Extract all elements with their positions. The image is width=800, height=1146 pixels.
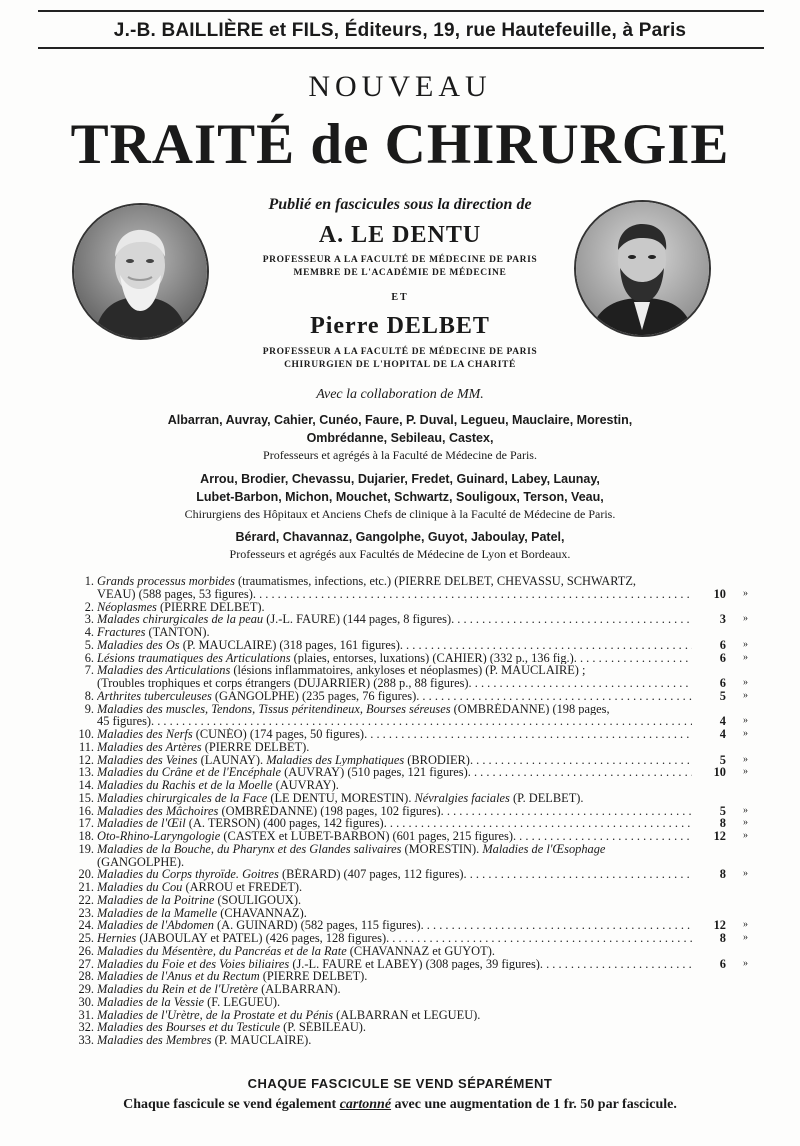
item-number: 26.: [78, 943, 94, 958]
item-text: [97, 1009, 748, 1022]
leader-dots: [469, 677, 692, 690]
item-text: [97, 626, 748, 639]
item-detail: 45 figures): [97, 715, 152, 728]
footer-price-note: [0, 1097, 800, 1113]
footer-note-end: avec une augmentation de 1 fr. 50 par fascicule.: [391, 1097, 677, 1112]
list-item: [58, 868, 748, 881]
item-text: [97, 919, 692, 932]
item-text-inner: [97, 613, 451, 626]
ditto-mark: »: [743, 932, 748, 943]
list-item: [58, 919, 748, 932]
item-detail: (ALBARRAN et LEGUEU).: [333, 1008, 481, 1022]
item-text-inner: [97, 817, 384, 830]
item-text-inner: [97, 868, 464, 881]
list-item: [58, 894, 748, 907]
item-number: 23.: [78, 905, 94, 920]
item-title: Maladies des Membres: [97, 1034, 212, 1047]
item-title: Grands processus morbides: [97, 575, 235, 588]
item-text: [97, 1021, 748, 1034]
item-text: [97, 575, 748, 588]
item-number: 5.: [84, 637, 94, 652]
list-item-continuation: [58, 715, 748, 728]
list-item: [58, 817, 748, 830]
main-title: TRAITÉ de CHIRURGIE: [70, 113, 730, 176]
list-item: [58, 945, 748, 958]
header-rule-bottom: [38, 47, 764, 49]
item-number: 22.: [78, 892, 94, 907]
item-price: 6: [719, 676, 726, 690]
item-title: Arthrites tuberculeuses: [97, 689, 212, 703]
item-price: 12: [713, 829, 726, 843]
item-text: [97, 907, 748, 920]
item-text: [97, 779, 748, 792]
item-number: 28.: [78, 969, 94, 984]
item-price: 5: [719, 803, 726, 818]
item-number: 14.: [78, 778, 94, 792]
item-detail: (PIERRE DELBET).: [201, 740, 310, 754]
leader-dots: [540, 958, 692, 971]
item-detail: (SOULIGOUX).: [214, 893, 302, 907]
item-detail: (MORESTIN).: [401, 842, 483, 856]
director-le-dentu-title-2: MEMBRE DE L'ACADÉMIE DE MÉDECINE: [293, 268, 507, 278]
item-text: [97, 664, 748, 677]
list-item: [58, 664, 748, 677]
item-text-inner: [97, 830, 513, 843]
leader-dots: [451, 613, 692, 626]
list-item: [58, 1021, 748, 1034]
item-detail: (TANTON).: [145, 626, 210, 639]
list-item: [58, 1009, 748, 1022]
item-detail: (ARROU et FREDET).: [182, 881, 303, 894]
item-detail: (F. LEGUEU).: [204, 995, 281, 1009]
list-item: [58, 792, 748, 805]
item-title: Maladies du Rachis et de la Moelle: [97, 779, 273, 792]
leader-dots: [416, 690, 692, 703]
item-number: 13.: [78, 765, 94, 780]
publisher-line: J.-B. BAILLIÈRE et FILS, Éditeurs, 19, rue Hautefeuille, à Paris: [113, 20, 687, 41]
ditto-mark: »: [743, 804, 748, 816]
item-title: Oto-Rhino-Laryngologie: [97, 830, 221, 843]
list-item: [58, 575, 748, 588]
item-price: 5: [719, 688, 726, 703]
item-detail: (plaies, entorses, luxations) (CAHIER) (332 p., 136 fig.): [290, 651, 574, 665]
item-text: [97, 945, 748, 958]
item-number: 32.: [78, 1020, 94, 1035]
item-price: 10: [713, 586, 726, 601]
item-detail: (LAUNAY).: [197, 753, 267, 767]
item-detail: (GANGOLPHE) (235 pages, 76 figures): [211, 689, 417, 703]
item-text-inner: [97, 639, 400, 652]
item-title-2: Névralgies faciales: [414, 791, 510, 805]
ditto-mark: »: [743, 728, 748, 739]
list-item: [58, 843, 748, 856]
item-price: 8: [719, 931, 726, 945]
list-item-continuation: [58, 677, 748, 690]
list-item: [58, 766, 748, 779]
item-detail: (OMBRÉDANNE) (198 pages,: [450, 702, 610, 716]
item-title: Maladies des Veines: [97, 753, 198, 767]
item-title: Maladies des Mâchoires: [97, 804, 219, 818]
director-le-dentu-name: A. LE DENTU: [318, 222, 482, 248]
item-text-inner: [97, 932, 386, 945]
item-detail: (BÉRARD) (407 pages, 112 figures): [278, 868, 464, 881]
item-number: 27.: [78, 956, 94, 971]
ditto-mark: »: [743, 613, 748, 625]
published-by-line: Publié en fascicules sous la direction de: [268, 196, 532, 213]
item-text: [97, 754, 692, 767]
item-number: 8.: [84, 688, 94, 703]
ditto-mark: »: [743, 957, 748, 969]
item-text: [97, 881, 748, 894]
item-number: 20.: [78, 867, 94, 882]
collaborators-group3-note: Professeurs et agrégés aux Facultés de Médecine de Lyon et Bordeaux.: [229, 547, 571, 561]
item-title: Maladies de l'Urètre, de la Prostate et du Pénis: [97, 1008, 334, 1022]
list-item: [58, 626, 748, 639]
list-item: [58, 741, 748, 754]
item-detail: (A. GUINARD) (582 pages, 115 figures): [213, 919, 421, 932]
item-number: 30.: [78, 994, 94, 1009]
item-text: [97, 817, 692, 830]
item-number: 6.: [84, 650, 94, 665]
director-delbet-title-1: PROFESSEUR A LA FACULTÉ DE MÉDECINE DE PARIS: [262, 347, 538, 357]
item-number: 11.: [78, 739, 94, 754]
collaborators-group2-note: Chirurgiens des Hôpitaux et Anciens Chefs de clinique à la Faculté de Médecine de Paris.: [184, 507, 616, 521]
leader-dots: [464, 868, 692, 881]
leader-dots: [513, 830, 692, 843]
collaborators-group1-line1: Albarran, Auvray, Cahier, Cunéo, Faure, P. Duval, Legueu, Mauclaire, Morestin,: [167, 413, 633, 427]
ditto-mark: »: [743, 638, 748, 650]
item-detail: (OMBRÉDANNE) (198 pages, 102 figures): [218, 804, 441, 818]
item-number: 24.: [78, 918, 94, 933]
ditto-mark: »: [743, 830, 748, 841]
header-rule-top: [38, 10, 764, 12]
item-title: Fractures: [97, 626, 146, 639]
item-text: [97, 613, 692, 626]
list-item: [58, 830, 748, 843]
ditto-mark: »: [743, 715, 748, 727]
list-item: [58, 907, 748, 920]
item-title: Maladies des muscles, Tendons, Tissus péritendineux, Bourses séreuses: [97, 702, 451, 716]
item-number: 7.: [84, 663, 94, 678]
ditto-mark: »: [743, 651, 748, 663]
footer-note-cartonne: cartonné: [339, 1097, 392, 1112]
ditto-mark: »: [743, 919, 748, 931]
item-title: Maladies des Artères: [97, 740, 202, 754]
item-number: 33.: [78, 1033, 94, 1047]
item-price: 12: [713, 918, 726, 933]
collaborators-group3-line1: Bérard, Chavannaz, Gangolphe, Guyot, Jaboulay, Patel,: [235, 530, 565, 544]
item-title: Lésions traumatiques des Articulations: [97, 651, 291, 665]
item-title-2: Maladies de l'Œsophage: [482, 842, 606, 856]
item-detail: (GANGOLPHE).: [97, 855, 185, 869]
item-title: Maladies de la Poitrine: [97, 893, 215, 907]
item-price: 6: [719, 650, 726, 665]
item-detail: (PIERRE DELBET).: [156, 600, 265, 614]
item-number: 9.: [84, 701, 94, 716]
list-item: [58, 728, 748, 741]
item-title: Maladies de la Vessie: [97, 995, 205, 1009]
ditto-mark: »: [743, 753, 748, 765]
list-item: [58, 754, 748, 767]
list-item: [58, 932, 748, 945]
list-item: [58, 652, 748, 665]
item-price: 4: [719, 727, 726, 741]
list-item: [58, 690, 748, 703]
item-number: 3.: [84, 612, 94, 627]
item-title: Maladies de l'Œil: [97, 817, 186, 830]
ditto-mark: »: [743, 587, 748, 599]
item-title: Maladies du Crâne et de l'Encéphale: [97, 766, 281, 779]
leader-dots: [574, 652, 692, 665]
item-title: Maladies des Nerfs: [97, 728, 193, 741]
ditto-mark: »: [743, 817, 748, 829]
item-price: 6: [719, 956, 726, 971]
item-detail: (P. SÉBILEAU).: [279, 1021, 367, 1034]
list-item: [58, 996, 748, 1009]
item-text: [97, 868, 692, 881]
item-number: 19.: [78, 841, 94, 856]
item-text: [97, 741, 748, 754]
item-text-inner: [97, 728, 364, 741]
item-text: [97, 996, 748, 1009]
item-title: Maladies chirurgicales de la Face: [97, 791, 268, 805]
item-detail-line: [97, 856, 748, 869]
leader-dots: [400, 639, 692, 652]
item-price: 10: [713, 765, 726, 780]
item-text: [97, 766, 692, 779]
collaborators-group2-line1: Arrou, Brodier, Chevassu, Dujarier, Fredet, Guinard, Labey, Launay,: [200, 472, 600, 486]
item-price: 8: [719, 816, 726, 831]
collaboration-intro: Avec la collaboration de MM.: [316, 387, 484, 402]
item-detail: (J.-L. FAURE) (144 pages, 8 figures): [263, 613, 452, 626]
item-number: 15.: [78, 790, 94, 805]
leader-dots: [386, 932, 692, 945]
item-detail: VEAU) (588 pages, 53 figures): [97, 587, 253, 601]
item-detail: (J.-L. FAURE et LABEY) (308 pages, 39 figures): [289, 957, 540, 971]
item-price: 6: [719, 637, 726, 652]
director-le-dentu-title-1: PROFESSEUR A LA FACULTÉ DE MÉDECINE DE PARIS: [262, 255, 538, 265]
leader-dots: [421, 919, 692, 932]
item-title: Maladies de la Mamelle: [97, 906, 218, 920]
item-detail-line: [97, 677, 692, 690]
item-title-2: Maladies des Lymphatiques: [266, 753, 405, 767]
item-detail: (P. MAUCLAIRE).: [211, 1034, 312, 1047]
item-title: Maladies de l'Anus et du Rectum: [97, 970, 260, 983]
item-text: [97, 970, 748, 983]
list-item: [58, 613, 748, 626]
list-item: [58, 958, 748, 971]
collaborators-group1-note: Professeurs et agrégés à la Faculté de Médecine de Paris.: [263, 448, 537, 462]
director-delbet-title-2: CHIRURGIEN DE L'HOPITAL DE LA CHARITÉ: [284, 360, 516, 370]
list-item: [58, 983, 748, 996]
list-item: [58, 805, 748, 818]
leader-dots: [151, 715, 692, 728]
item-title: Maladies du Cou: [97, 881, 183, 894]
item-price: 4: [719, 714, 726, 729]
item-title: Maladies de la Bouche, du Pharynx et des Glandes salivaires: [97, 842, 402, 856]
item-text-inner: [97, 805, 441, 818]
item-detail: (CUNÉO) (174 pages, 50 figures): [192, 728, 365, 741]
item-detail: (A. TERSON) (400 pages, 142 figures): [185, 817, 384, 830]
item-detail-line: [97, 588, 692, 601]
item-title: Maladies des Os: [97, 638, 180, 652]
footer-note-start: Chaque fascicule se vend également: [123, 1097, 340, 1112]
item-number: 18.: [78, 829, 94, 843]
ditto-mark: »: [743, 677, 748, 688]
item-number: 29.: [78, 982, 94, 996]
item-detail-2: (BRODIER): [404, 753, 470, 767]
item-detail: (JABOULAY et PATEL) (426 pages, 128 figures): [136, 932, 387, 945]
list-item: [58, 779, 748, 792]
ditto-mark: »: [743, 868, 748, 880]
ditto-mark: »: [743, 689, 748, 701]
item-text-inner: [97, 690, 416, 703]
item-number: 16.: [78, 803, 94, 818]
list-item: [58, 639, 748, 652]
item-detail: (traumatismes, infections, etc.) (PIERRE DELBET, CHEVASSU, SCHWARTZ,: [234, 575, 637, 588]
item-text: [97, 652, 692, 665]
item-title: Hernies: [97, 932, 137, 945]
item-title: Maladies des Bourses et du Testicule: [97, 1021, 280, 1034]
collaborators-group1-line2: Ombrédanne, Sebileau, Castex,: [306, 431, 494, 445]
list-item-continuation: [58, 588, 748, 601]
item-text: [97, 690, 692, 703]
nouveau-heading: NOUVEAU: [308, 70, 492, 103]
list-item: [58, 601, 748, 614]
item-number: 31.: [78, 1007, 94, 1022]
list-item: [58, 881, 748, 894]
list-item: [58, 970, 748, 983]
fascicule-list: [58, 575, 748, 1047]
item-detail: (LE DENTU, MORESTIN).: [267, 791, 415, 805]
item-text-inner: [97, 919, 421, 932]
item-title: Maladies des Articulations: [97, 664, 231, 677]
item-text: [97, 843, 748, 856]
item-number: 25.: [78, 931, 94, 945]
item-detail: (CHAVANNAZ et GUYOT).: [346, 944, 495, 958]
item-number: 10.: [78, 727, 94, 741]
item-text: [97, 601, 748, 614]
leader-dots: [364, 728, 692, 741]
item-detail: (lésions inflammatoires, ankyloses et néoplasmes) (P. MAUCLAIRE) ;: [230, 664, 586, 677]
item-text: [97, 805, 692, 818]
item-title: Maladies du Rein et de l'Uretère: [97, 983, 259, 996]
item-text-inner: [97, 958, 540, 971]
item-number: 12.: [78, 752, 94, 767]
leader-dots: [468, 766, 692, 779]
item-text-inner: [97, 652, 574, 665]
item-detail: (CHAVANNAZ).: [217, 906, 307, 920]
item-title: Malades chirurgicales de la peau: [97, 613, 264, 626]
item-detail: (AUVRAY).: [272, 779, 339, 792]
item-text: [97, 894, 748, 907]
item-title: Maladies de l'Abdomen: [97, 919, 214, 932]
item-price: 3: [719, 612, 726, 627]
item-text: [97, 792, 748, 805]
item-text: [97, 958, 692, 971]
item-text: [97, 703, 748, 716]
item-detail: (AUVRAY) (510 pages, 121 figures): [281, 766, 468, 779]
item-detail: (P. MAUCLAIRE) (318 pages, 161 figures): [179, 638, 400, 652]
leader-dots: [470, 754, 692, 767]
leader-dots: [384, 817, 692, 830]
item-text: [97, 932, 692, 945]
item-text-inner: [97, 766, 468, 779]
item-price: 5: [719, 752, 726, 767]
footer-notice: CHAQUE FASCICULE SE VEND SÉPARÉMENT: [247, 1076, 553, 1091]
item-title: Maladies du Corps thyroïde. Goitres: [97, 868, 279, 881]
item-number: 2.: [84, 599, 94, 614]
item-text: [97, 639, 692, 652]
item-detail: (Troubles trophiques et corps étrangers (DUJARRIER) (288 p., 88 figures): [97, 677, 469, 690]
item-title: Maladies du Mésentère, du Pancréas et de la Rate: [97, 944, 347, 958]
item-number: 4.: [84, 625, 94, 639]
item-detail: (PIERRE DELBET).: [259, 970, 368, 983]
item-detail: (CASTEX et LUBET-BARBON) (601 pages, 215 figures): [220, 830, 513, 843]
list-item-continuation: [58, 856, 748, 869]
list-item: [58, 703, 748, 716]
et-separator: ET: [391, 292, 409, 303]
item-title: Maladies du Foie et des Voies biliaires: [97, 957, 290, 971]
list-item: [58, 1034, 748, 1047]
director-delbet-name: Pierre DELBET: [310, 313, 490, 339]
item-text: [97, 830, 692, 843]
item-price: 8: [719, 867, 726, 882]
item-detail: (ALBARRAN).: [258, 983, 341, 996]
item-text: [97, 728, 692, 741]
leader-dots: [253, 588, 692, 601]
item-text-inner: [97, 754, 470, 767]
item-text: [97, 983, 748, 996]
leader-dots: [441, 805, 692, 818]
collaborators-group2-line2: Lubet-Barbon, Michon, Mouchet, Schwartz, Souligoux, Terson, Veau,: [196, 490, 604, 504]
item-number: 21.: [78, 880, 94, 894]
item-detail-line: [97, 715, 692, 728]
item-title: Néoplasmes: [97, 600, 157, 614]
item-number: 17.: [78, 816, 94, 831]
item-detail-2: (P. DELBET).: [509, 791, 584, 805]
item-number: 1.: [84, 574, 94, 588]
item-text: [97, 1034, 748, 1047]
ditto-mark: »: [743, 766, 748, 778]
